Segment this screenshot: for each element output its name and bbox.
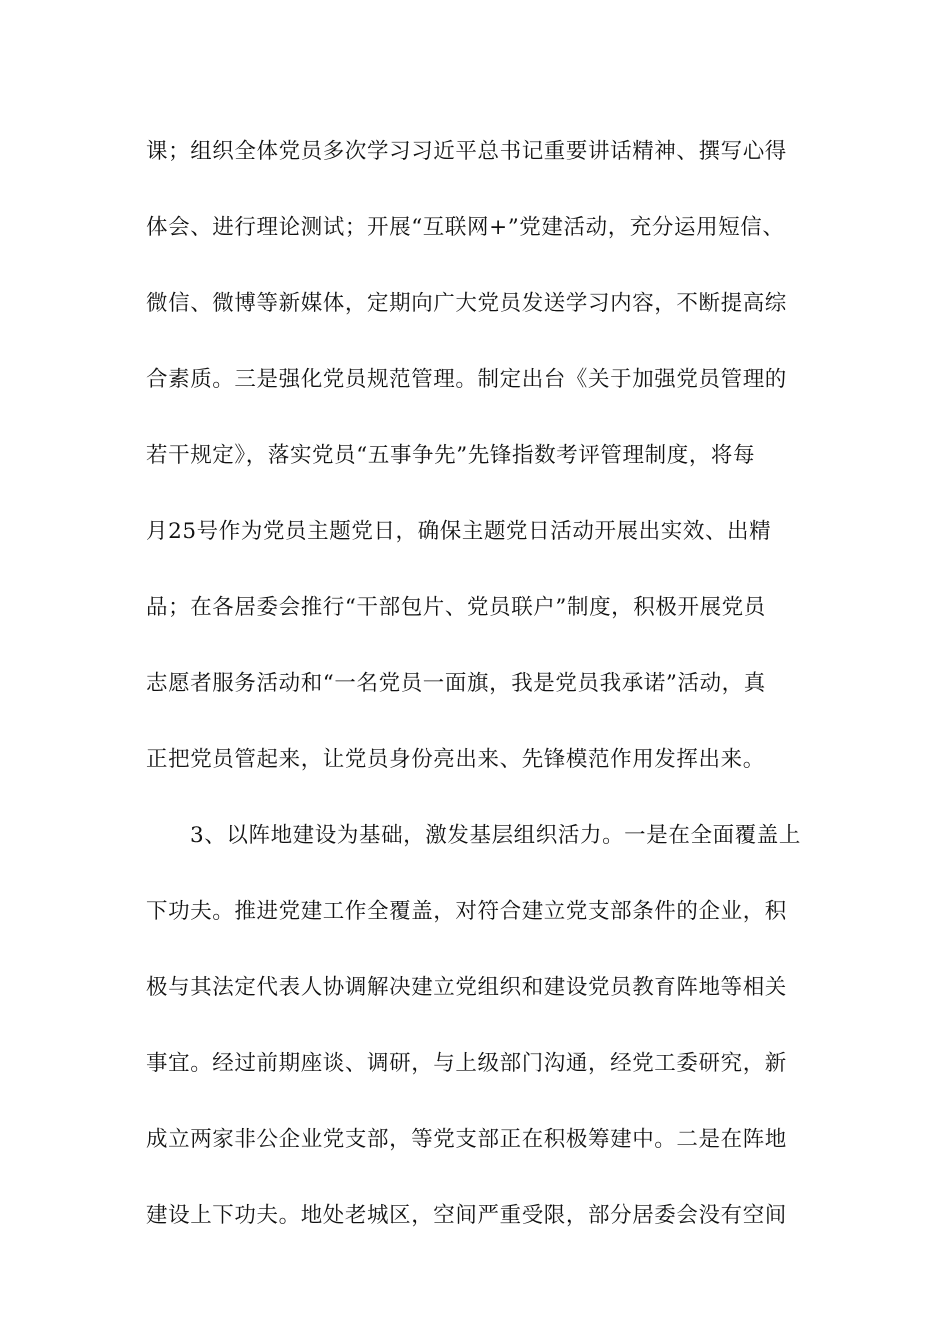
text-line: 志愿者服务活动和“一名党员一面旗，我是党员我承诺”活动，真: [146, 671, 766, 696]
text-line: 微信、微博等新媒体，定期向广大党员发送学习内容，不断提高综: [146, 291, 787, 316]
text-line: 课；组织全体党员多次学习习近平总书记重要讲话精神、撰写心得: [146, 139, 787, 164]
paragraph-start-line: 3、以阵地建设为基础，激发基层组织活力。一是在全面覆盖上: [190, 823, 801, 848]
text-line: 建设上下功夫。地处老城区，空间严重受限，部分居委会没有空间: [146, 1203, 787, 1228]
text-line: 事宜。经过前期座谈、调研，与上级部门沟通，经党工委研究，新: [146, 1051, 787, 1076]
text-line: 体会、进行理论测试；开展“互联网+”党建活动，充分运用短信、: [146, 215, 785, 240]
text-line: 极与其法定代表人协调解决建立党组织和建设党员教育阵地等相关: [146, 975, 787, 1000]
text-line: 品；在各居委会推行“干部包片、党员联户”制度，积极开展党员: [146, 595, 766, 620]
text-line: 正把党员管起来，让党员身份亮出来、先锋模范作用发挥出来。: [146, 747, 765, 772]
text-line: 下功夫。推进党建工作全覆盖，对符合建立党支部条件的企业，积: [146, 899, 787, 924]
text-line: 合素质。三是强化党员规范管理。制定出台《关于加强党员管理的: [146, 367, 787, 392]
text-line: 成立两家非公企业党支部，等党支部正在积极筹建中。二是在阵地: [146, 1127, 787, 1152]
text-line: 月25号作为党员主题党日，确保主题党日活动开展出实效、出精: [146, 519, 772, 544]
text-line: 若干规定》，落实党员“五事争先”先锋指数考评管理制度，将每: [146, 443, 756, 468]
